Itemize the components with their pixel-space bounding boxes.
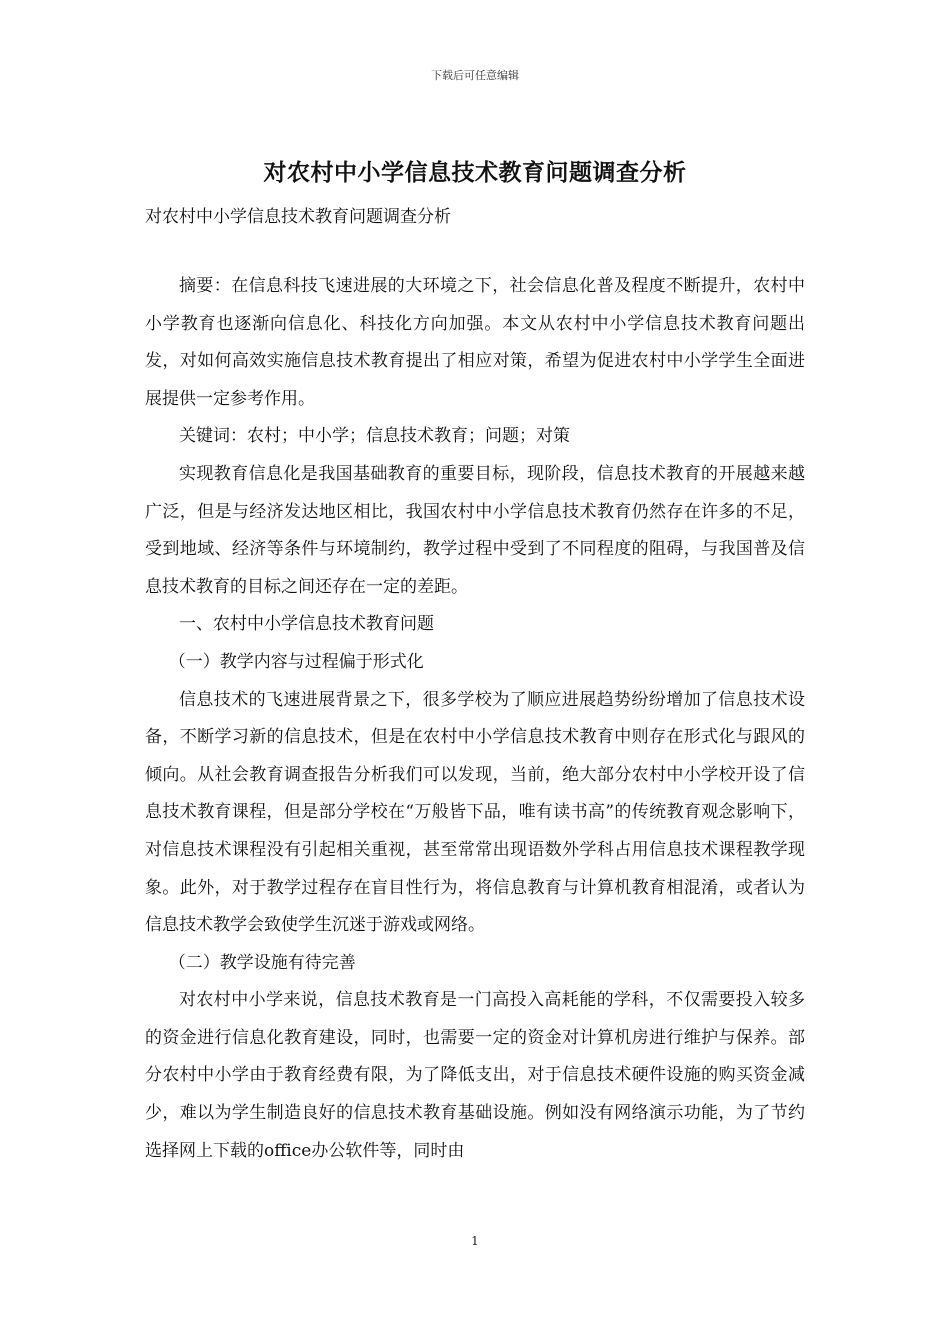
subsection-heading: （二）教学设施有待完善 bbox=[168, 952, 356, 973]
abstract-paragraph: 摘要：在信息科技飞速进展的大环境之下，社会信息化普及程度不断提升，农村中小学教育也逐渐向信息化、科技化方向加强。本文从农村中小学信息技术教育问题出发，对如何高效实施信息技术教育提出了相应对策，希望为促进农村中小学学生全面进展提供一定参考作用。 bbox=[145, 276, 805, 409]
body-text bbox=[145, 268, 805, 1170]
keywords-paragraph: 关键词：农村；中小学；信息技术教育；问题；对策 bbox=[179, 426, 570, 447]
page-number: 1 bbox=[471, 1234, 479, 1248]
document-title: 对农村中小学信息技术教育问题调查分析 bbox=[263, 159, 687, 186]
header-note: 下载后可任意编辑 bbox=[431, 69, 519, 82]
subsection-heading: （一）教学内容与过程偏于形式化 bbox=[168, 651, 424, 672]
intro-paragraph: 实现教育信息化是我国基础教育的重要目标，现阶段，信息技术教育的开展越来越广泛，但是与经济发达地区相比，我国农村中小学信息技术教育仍然存在许多的不足，受到地域、经济等条件与环境制约，教学过程中受到了不同程度的阻碍，与我国普及信息技术教育的目标之间还存在一定的差距。 bbox=[145, 463, 805, 597]
body-paragraph: 对农村中小学来说，信息技术教育是一门高投入高耗能的学科，不仅需要投入较多的资金进行信息化教育建设，同时，也需要一定的资金对计算机房进行维护与保养。部分农村中小学由于教育经费有限，为了降低支出，对于信息技术硬件设施的购买资金减少，难以为学生制造良好的信息技术教育基础设施。例如没有网络演示功能，为了节约选择网上下载的office办公软件等，同时由 bbox=[145, 990, 805, 1161]
section-heading: 一、农村中小学信息技术教育问题 bbox=[179, 614, 434, 635]
body-paragraph: 信息技术的飞速进展背景之下，很多学校为了顺应进展趋势纷纷增加了信息技术设备，不断学习新的信息技术，但是在农村中小学信息技术教育中则存在形式化与跟风的倾向。从社会教育调查报告分析我们可以发现，当前，绝大部分农村中小学校开设了信息技术教育课程，但是部分学校在“万般皆下品，唯有读书高”的传统教育观念影响下，对信息技术课程没有引起相关重视，甚至常常出现语数外学科占用信息技术课程教学现象。此外，对于教学过程存在盲目性行为，将信息教育与计算机教育相混淆，或者认为信息技术教学会致使学生沉迷于游戏或网络。 bbox=[145, 689, 805, 936]
document-subtitle: 对农村中小学信息技术教育问题调查分析 bbox=[145, 207, 451, 227]
